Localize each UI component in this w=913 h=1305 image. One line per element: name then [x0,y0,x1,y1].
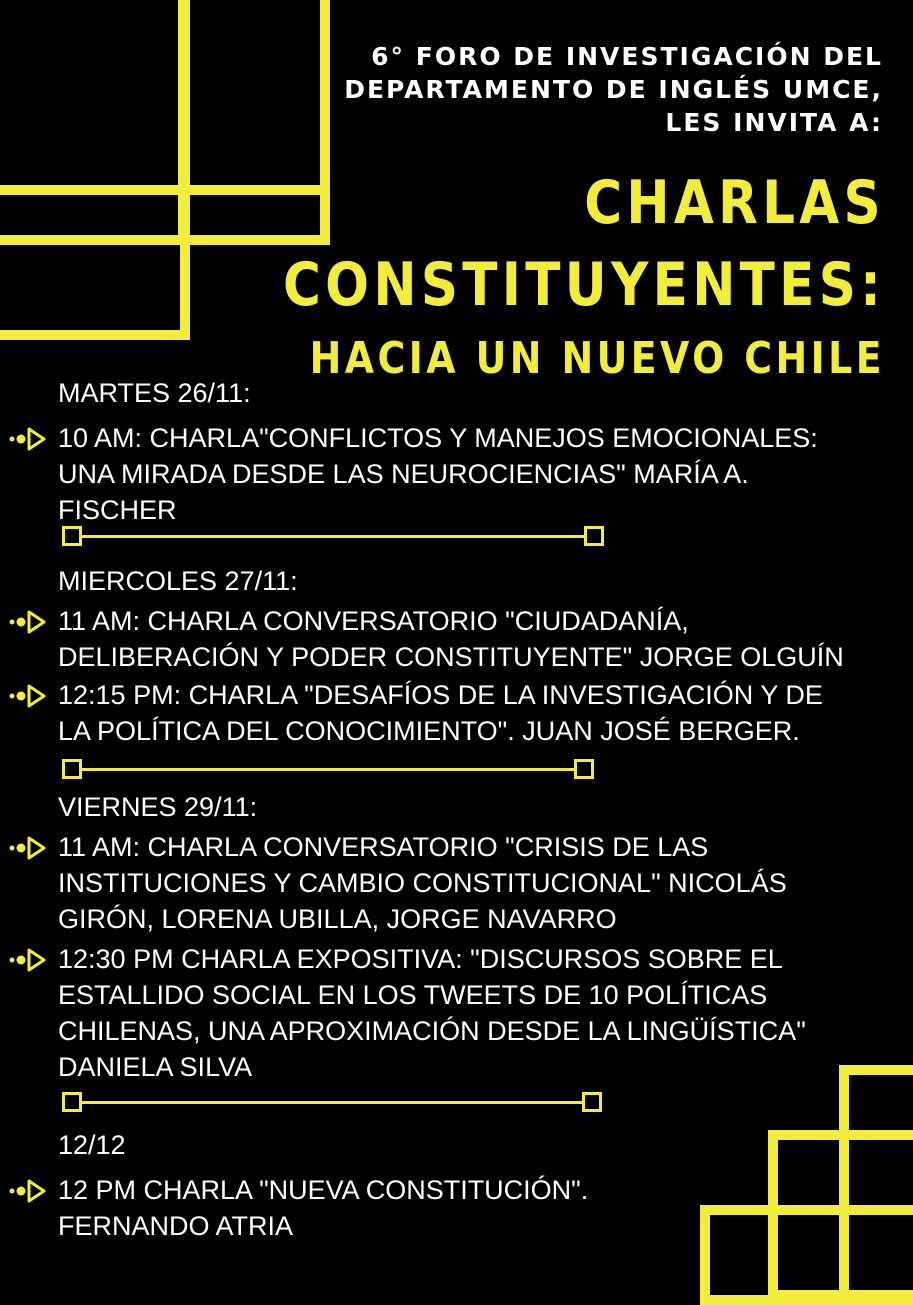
talk-item [58,829,858,937]
arrow-bullet-icon [8,1177,50,1205]
talk-item [58,1172,858,1244]
talk-text-line: FERNANDO ATRIA [58,1211,294,1241]
talk-item [58,941,858,1085]
talk-text-line: GIRÓN, LORENA UBILLA, JORGE NAVARRO [58,904,617,934]
talk-text-line: DELIBERACIÓN Y PODER CONSTITUYENTE" JORGE OLGUÍN [58,642,844,672]
talk-text-line: INSTITUCIONES Y CAMBIO CONSTITUCIONAL" NICOLÁS [58,868,787,898]
talk-text-line: 12 PM CHARLA "NUEVA CONSTITUCIÓN". [58,1175,589,1205]
section-divider [62,759,594,779]
talk-text-line: ESTALLIDO SOCIAL EN LOS TWEETS DE 10 POLÍTICAS [58,980,768,1010]
header-line: 6° FORO DE INVESTIGACIÓN DEL [371,42,883,71]
event-title: CONSTITUYENTES: [283,250,886,320]
day-heading: VIERNES 29/11: [58,792,258,822]
section-divider [62,526,604,546]
arrow-bullet-icon [8,608,50,636]
arrow-bullet-icon [8,682,50,710]
day-heading: MIERCOLES 27/11: [58,566,298,596]
event-subtitle: HACIA UN NUEVO CHILE [309,333,885,384]
day-heading: MARTES 26/11: [58,378,251,408]
talk-text-line: 11 AM: CHARLA CONVERSATORIO "CRISIS DE LAS [58,832,709,862]
talk-text-line: DANIELA SILVA [58,1052,253,1082]
talk-text-line: UNA MIRADA DESDE LAS NEUROCIENCIAS" MARÍA A. [58,459,749,489]
header-line: LES INVITA A: [665,108,883,137]
talk-text-line: 11 AM: CHARLA CONVERSATORIO "CIUDADANÍA, [58,606,689,636]
decorative-frame [0,0,190,340]
talk-text-line: 10 AM: CHARLA"CONFLICTOS Y MANEJOS EMOCIONALES: [58,423,818,453]
event-title: CHARLAS [584,168,885,238]
talk-text-line: 12:30 PM CHARLA EXPOSITIVA: "DISCURSOS SOBRE EL [58,944,783,974]
header-line: DEPARTAMENTO DE INGLÉS UMCE, [344,75,883,104]
arrow-bullet-icon [8,834,50,862]
day-heading: 12/12 [58,1130,126,1160]
arrow-bullet-icon [8,946,50,974]
event-header [323,40,883,139]
talk-item [58,420,858,528]
talk-item [58,603,858,675]
arrow-bullet-icon [8,425,50,453]
talk-text-line: FISCHER [58,495,177,525]
decorative-frame [0,185,330,245]
talk-text-line: CHILENAS, UNA APROXIMACIÓN DESDE LA LINGÜÍSTICA" [58,1016,806,1046]
talk-text-line: 12:15 PM: CHARLA "DESAFÍOS DE LA INVESTIGACIÓN Y DE [58,680,823,710]
talk-text-line: LA POLÍTICA DEL CONOCIMIENTO". JUAN JOSÉ BERGER. [58,716,800,746]
section-divider [62,1092,602,1112]
talk-item [58,677,858,749]
